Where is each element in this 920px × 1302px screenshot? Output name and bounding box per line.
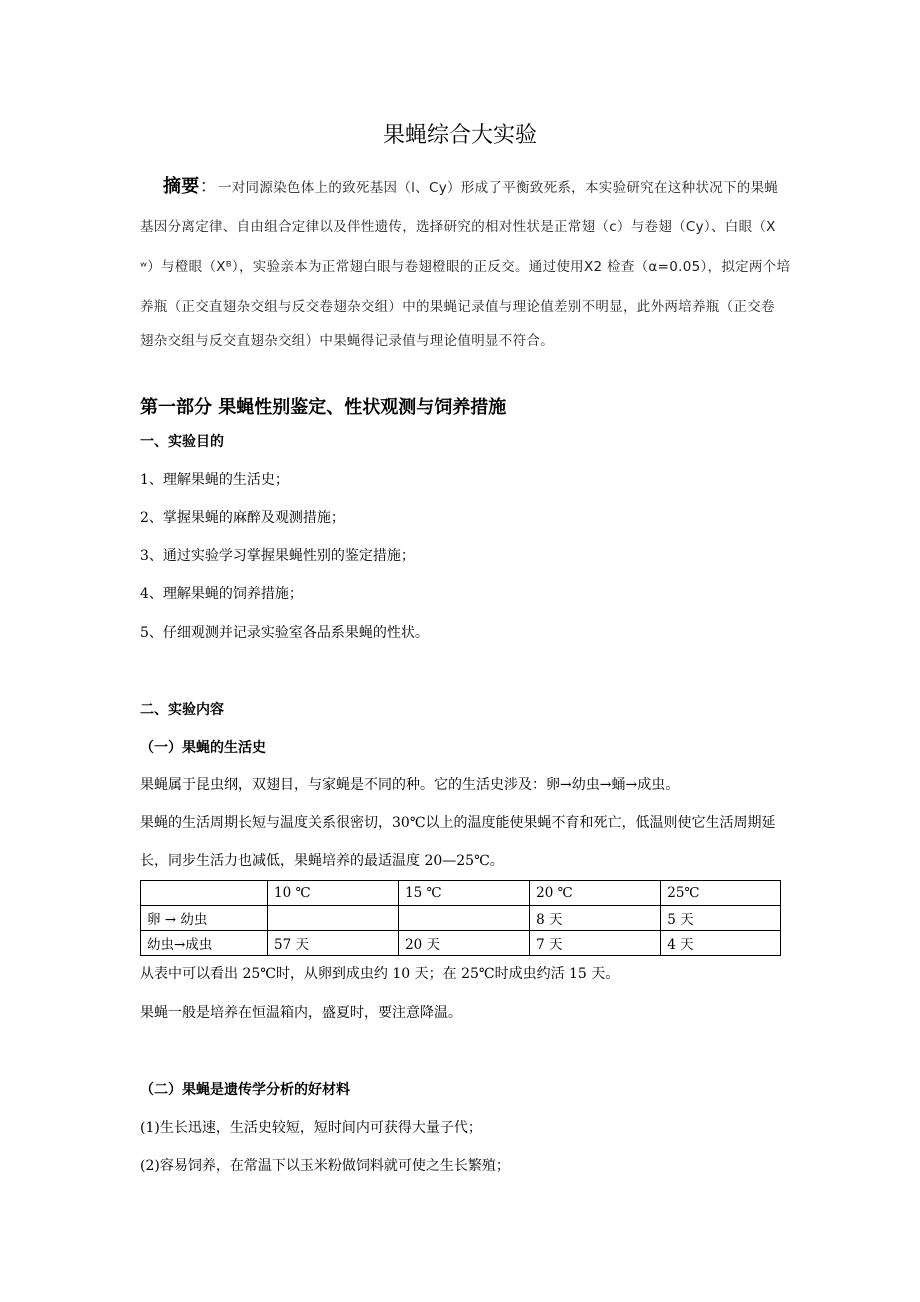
table-cell: 卵 → 幼虫 bbox=[141, 906, 268, 931]
table-row bbox=[141, 906, 781, 931]
table-cell bbox=[268, 906, 399, 931]
abstract-colon: ： bbox=[199, 176, 218, 197]
table-cell bbox=[141, 881, 268, 906]
abstract-text: 一对同源染色体上的致死基因（l、Cy）形成了平衡致死系，本实验研究在这种状况下的果蝇 bbox=[217, 180, 779, 196]
paragraph: 长，同步生活力也减低，果蝇培养的最适温度 20—25℃。 bbox=[140, 853, 504, 869]
table-row bbox=[141, 931, 781, 956]
section-heading: 第一部分 果蝇性别鉴定、性状观测与饲养措施 bbox=[140, 397, 507, 418]
list-item: 3、通过实验学习掌握果蝇性别的鉴定措施； bbox=[140, 548, 415, 564]
table-header-row bbox=[141, 881, 781, 906]
list-item: (1)生长迅速，生活史较短，短时间内可获得大量子代； bbox=[140, 1120, 482, 1136]
table-cell: 57 天 bbox=[268, 931, 399, 956]
abstract-line: 基因分离定律、自由组合定律以及伴性遗传，选择研究的相对性状是正常翅（c）与卷翅（Cy）、白眼（X bbox=[140, 219, 776, 235]
abstract-line: 养瓶（正交直翅杂交组与反交卷翅杂交组）中的果蝇记录值与理论值差别不明显，此外两培养瓶（正交卷 bbox=[140, 299, 775, 315]
subsection-heading: （二）果蝇是遗传学分析的好材料 bbox=[140, 1082, 350, 1098]
table-cell: 20 天 bbox=[399, 931, 530, 956]
subsection-heading: （一）果蝇的生活史 bbox=[140, 740, 266, 756]
paragraph: 果蝇属于昆虫纲，双翅目，与家蝇是不同的种。它的生活史涉及：卵→幼虫→蛹→成虫。 bbox=[140, 777, 680, 793]
development-table bbox=[140, 880, 781, 956]
paragraph: 果蝇一般是培养在恒温箱内，盛夏时，要注意降温。 bbox=[140, 1005, 462, 1021]
paragraph: 果蝇的生活周期长短与温度关系很密切，30℃以上的温度能使果蝇不育和死亡，低温则使它生活周期延 bbox=[140, 815, 776, 831]
table-cell: 4 天 bbox=[661, 931, 781, 956]
table-cell: 7 天 bbox=[530, 931, 661, 956]
table-cell bbox=[399, 906, 530, 931]
table-cell: 8 天 bbox=[530, 906, 661, 931]
table-cell: 5 天 bbox=[661, 906, 781, 931]
abstract-line: ʷ）与橙眼（Xᴮ），实验亲本为正常翅白眼与卷翅橙眼的正反交。通过使用X2 检查（α=0.05），拟定两个培 bbox=[140, 259, 791, 275]
list-item: 4、理解果蝇的饲养措施； bbox=[140, 586, 303, 602]
table-cell: 20 ℃ bbox=[530, 881, 661, 906]
abstract-line bbox=[163, 172, 783, 198]
table-cell: 15 ℃ bbox=[399, 881, 530, 906]
table-cell: 25℃ bbox=[661, 881, 781, 906]
abstract-line: 翅杂交组与反交直翅杂交组）中果蝇得记录值与理论值明显不符合。 bbox=[140, 333, 554, 349]
subsection-heading: 一、实验目的 bbox=[140, 434, 224, 450]
subsection-heading: 二、实验内容 bbox=[140, 702, 224, 718]
table-cell: 10 ℃ bbox=[268, 881, 399, 906]
table-cell: 幼虫→成虫 bbox=[141, 931, 268, 956]
list-item: (2)容易饲养，在常温下以玉米粉做饲料就可使之生长繁殖； bbox=[140, 1158, 510, 1174]
list-item: 1、理解果蝇的生活史； bbox=[140, 472, 289, 488]
list-item: 2、掌握果蝇的麻醉及观测措施； bbox=[140, 510, 345, 526]
list-item: 5、仔细观测并记录实验室各品系果蝇的性状。 bbox=[140, 625, 429, 641]
document-title: 果蝇综合大实验 bbox=[382, 123, 537, 148]
abstract-label: 摘要 bbox=[163, 176, 200, 197]
paragraph: 从表中可以看出 25℃时，从卵到成虫约 10 天；在 25℃时成虫约活 15 天。 bbox=[140, 966, 620, 982]
